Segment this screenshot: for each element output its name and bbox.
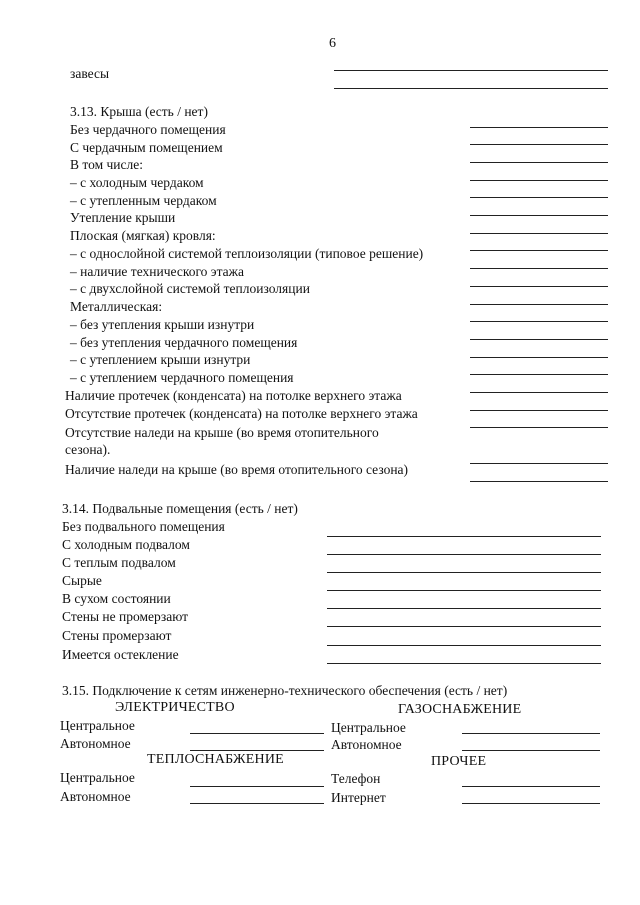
answer-line[interactable] xyxy=(470,481,608,482)
answer-line[interactable] xyxy=(470,357,608,358)
phone-line[interactable] xyxy=(462,786,600,787)
answer-line[interactable] xyxy=(470,304,608,305)
curtains-label: завесы xyxy=(70,66,110,81)
answer-line[interactable] xyxy=(327,590,601,591)
list-item: Сырые xyxy=(62,573,102,588)
list-item: Металлическая: xyxy=(70,299,163,314)
list-item: – без утепления крыши изнутри xyxy=(70,317,255,332)
list-item: – наличие технического этажа xyxy=(70,264,244,279)
list-item: Стены промерзают xyxy=(62,628,172,643)
list-item: Стены не промерзают xyxy=(62,609,189,624)
answer-line[interactable] xyxy=(470,392,608,393)
list-item: Утепление крыши xyxy=(70,210,176,225)
answer-line[interactable] xyxy=(470,321,608,322)
answer-line[interactable] xyxy=(470,410,608,411)
answer-line[interactable] xyxy=(470,374,608,375)
list-item: С теплым подвалом xyxy=(62,555,176,570)
answer-line[interactable] xyxy=(470,197,608,198)
heating-central-line[interactable] xyxy=(190,786,324,787)
list-item: Отсутствие протечек (конденсата) на потолке верхнего этажа xyxy=(65,406,418,421)
heating-central-label: Центральное xyxy=(60,770,135,785)
answer-line[interactable] xyxy=(327,626,601,627)
gas-heading: ГАЗОСНАБЖЕНИЕ xyxy=(398,702,522,717)
heating-heading: ТЕПЛОСНАБЖЕНИЕ xyxy=(147,752,284,767)
electricity-central-line[interactable] xyxy=(190,733,324,734)
list-item: Наличие наледи на крыше (во время отопительного сезона) xyxy=(65,462,409,477)
gas-central-line[interactable] xyxy=(462,733,600,734)
list-item: – с утепленным чердаком xyxy=(70,193,217,208)
list-item: Без чердачного помещения xyxy=(70,122,226,137)
list-item: Отсутствие наледи на крыше (во время отопительного xyxy=(65,425,379,440)
list-item: Наличие протечек (конденсата) на потолке верхнего этажа xyxy=(65,388,402,403)
list-item: – без утепления чердачного помещения xyxy=(70,335,298,350)
list-item: В сухом состоянии xyxy=(62,591,171,606)
page-number: 6 xyxy=(329,36,336,51)
phone-label: Телефон xyxy=(331,771,381,786)
electricity-autonomous-line[interactable] xyxy=(190,750,324,751)
list-item: В том числе: xyxy=(70,157,143,172)
answer-line[interactable] xyxy=(470,268,608,269)
gas-autonomous-label: Автономное xyxy=(331,737,402,752)
list-item: Плоская (мягкая) кровля: xyxy=(70,228,216,243)
heating-autonomous-line[interactable] xyxy=(190,803,324,804)
answer-line[interactable] xyxy=(334,88,608,89)
other-heading: ПРОЧЕЕ xyxy=(431,754,487,769)
answer-line[interactable] xyxy=(470,233,608,234)
answer-line[interactable] xyxy=(470,250,608,251)
answer-line[interactable] xyxy=(334,70,608,71)
answer-line[interactable] xyxy=(327,536,601,537)
electricity-central-label: Центральное xyxy=(60,718,135,733)
gas-central-label: Центральное xyxy=(331,720,406,735)
list-item: Без подвального помещения xyxy=(62,519,225,534)
answer-line[interactable] xyxy=(470,180,608,181)
answer-line[interactable] xyxy=(470,215,608,216)
electricity-heading: ЭЛЕКТРИЧЕСТВО xyxy=(115,700,235,715)
answer-line[interactable] xyxy=(327,663,601,664)
internet-label: Интернет xyxy=(331,790,386,805)
list-item: С холодным подвалом xyxy=(62,537,190,552)
answer-line[interactable] xyxy=(327,645,601,646)
section-3-13-title: 3.13. Крыша (есть / нет) xyxy=(70,104,208,119)
heating-autonomous-label: Автономное xyxy=(60,789,131,804)
answer-line[interactable] xyxy=(327,572,601,573)
answer-line[interactable] xyxy=(327,554,601,555)
answer-line[interactable] xyxy=(327,608,601,609)
section-3-14-title: 3.14. Подвальные помещения (есть / нет) xyxy=(62,501,298,516)
answer-line[interactable] xyxy=(470,463,608,464)
answer-line[interactable] xyxy=(470,144,608,145)
list-item: – с двухслойной системой теплоизоляции xyxy=(70,281,310,296)
answer-line[interactable] xyxy=(470,339,608,340)
answer-line[interactable] xyxy=(470,162,608,163)
list-item: – с холодным чердаком xyxy=(70,175,204,190)
list-item: – с утеплением чердачного помещения xyxy=(70,370,294,385)
electricity-autonomous-label: Автономное xyxy=(60,736,131,751)
internet-line[interactable] xyxy=(462,803,600,804)
section-3-15-title: 3.15. Подключение к сетям инженерно-технического обеспечения (есть / нет) xyxy=(62,683,508,698)
list-item: Имеется остекление xyxy=(62,647,179,662)
answer-line[interactable] xyxy=(470,427,608,428)
list-item: – с утеплением крыши изнутри xyxy=(70,352,251,367)
list-item: – с однослойной системой теплоизоляции (типовое решение) xyxy=(70,246,424,261)
list-item: С чердачным помещением xyxy=(70,140,223,155)
answer-line[interactable] xyxy=(470,127,608,128)
list-item: сезона). xyxy=(65,442,111,457)
answer-line[interactable] xyxy=(470,286,608,287)
gas-autonomous-line[interactable] xyxy=(462,750,600,751)
